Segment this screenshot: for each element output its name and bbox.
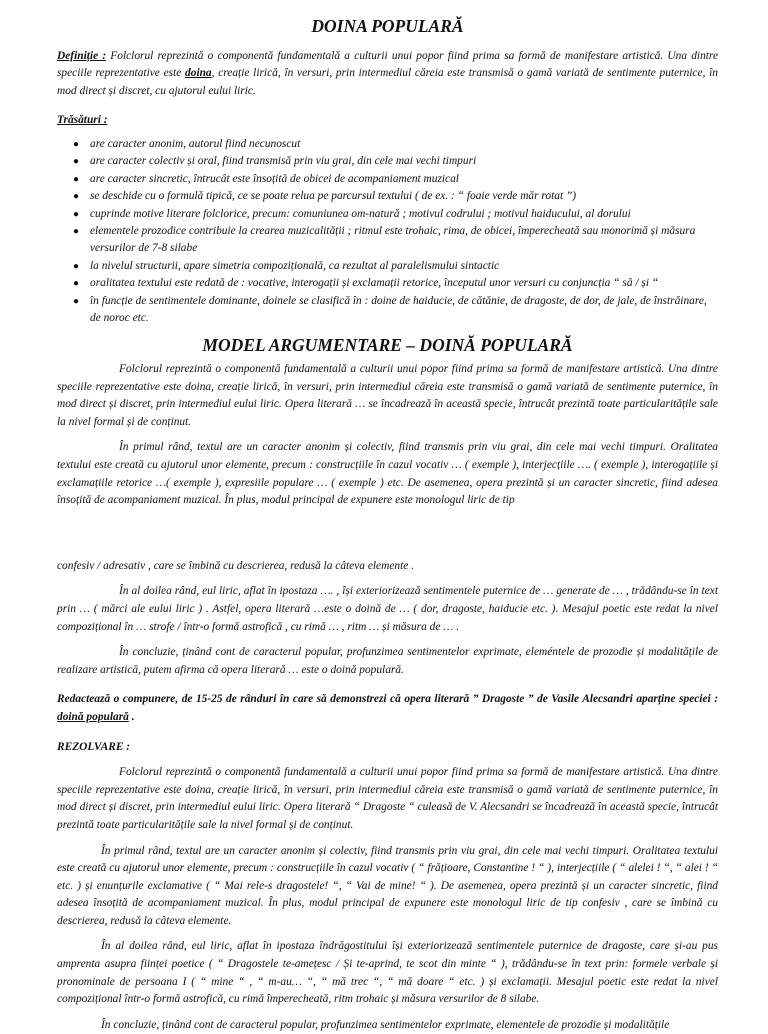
solution-paragraph-4: În concluzie, ținând cont de caracterul popular, profunzimea sentimentelor exprimate, elementele de prozodie și modalitățile (101, 1018, 670, 1031)
traits-label: Trăsături : (57, 114, 108, 127)
page-title: DOINA POPULARĂ (311, 16, 464, 36)
model-paragraph-2-continued: confesiv / adresativ , care se îmbină cu descrierea, redusă la câteva elemente . (57, 559, 415, 572)
solution-paragraph-1: Folclorul reprezintă o componentă fundamentală a culturii unui popor fiind prima sa formă de manifestare artistică. Una dintre speciile reprezentative este doina, creație lirică, în versuri, prin intermediul căreia este transmisă o gamă variată de sentimente puternice, în mod direct și discret, prin intermediul eului liric. Opera literară “ Dragoste “ culeasă de V. Alecsandri se încadrează în această specie, întrucât prezintă toate particularitățile sale la nivel formal și de conținut. (57, 766, 718, 831)
trait-item: ● elementele prozodice contribuie la crearea muzicalității ; ritmul este trohaic, rima, de obicei, împerecheată sau monorimă și măsura versurilor de 7-8 silabe (73, 225, 696, 255)
trait-item: ● se deschide cu o formulă tipică, ce se poate relua pe parcursul textului ( de ex. : “ foaie verde măr rotat ”) (90, 188, 718, 205)
task-statement: Redactează o compunere, de 15-25 de rânduri în care să demonstrezi că opera literară ” Dragoste ” de Vasile Alecsandri aparține speciei : doină populară . (57, 693, 718, 723)
solution-paragraph-3: În al doilea rând, eul liric, aflat în ipostaza îndrăgostitului își exteriorizează sentimentele puternice de dragoste, care și-au pus amprenta asupra ființei poetice ( “ Dragostele te-amețesc / Și te-aprind, te scot din minte “ ), trădându-se în text prin: formele verbale și pronominale de persoana I ( “ mine “ , “ m-au… “, “ mă trec “, “ mă doare “ etc. ) și exclamații. Mesajul poetic este redat la nivel compozițional într-o formă astrofică, cu rimă împerecheată, ritm trohaic și măsura versurilor de 8 silabe. (57, 940, 718, 1006)
bullet-icon: ● (73, 138, 80, 150)
bullet-icon: ● (73, 156, 80, 168)
trait-item: ● are caracter colectiv și oral, fiind transmisă prin viu grai, din cele mai vechi timpuri (90, 153, 718, 170)
traits-list (57, 136, 718, 327)
trait-item: ● la nivelul structurii, apare simetria compozițională, ca rezultat al paralelismului sintactic (90, 258, 718, 275)
model-paragraph-1: Folclorul reprezintă o componentă fundamentală a culturii unui popor fiind prima sa formă de manifestare artistică. Una dintre speciile reprezentative este doina, creație lirică, în versuri, prin intermediul căreia este transmisă o gamă variată de sentimente puternice, în mod direct și discret, prin intermediul eului liric. Opera literară … se încadrează în această specie, întrucât prezintă toate particularitățile sale la nivel formal și de conținut. (57, 363, 718, 428)
solution-label: REZOLVARE : (57, 740, 131, 753)
model-paragraph-2: În primul rând, textul are un caracter anonim și colectiv, fiind transmis prin viu grai, din cele mai vechi timpuri. Oralitatea textului este creată cu ajutorul unor elemente, precum : construcțiile în cazul vocativ … ( exemple ), interjecțiile …. ( exemple ), interogațiile și exclamațiile retorice …( exemple ), expresiile populare … ( exemple ) etc. De asemenea, opera prezintă și un caracter sincretic, fiind adesea însoțită de acompaniament muzical. În plus, modul principal de expunere este monologul liric de tip (57, 441, 718, 507)
definition-keyword: doina (185, 67, 212, 80)
model-paragraph-3: În al doilea rând, eul liric, aflat în ipostaza …. , își exteriorizează sentimentele puternice de … generate de … , trădându-se în text prin … ( mărci ale eului liric ) . Astfel, opera literară …este o doină de … ( dor, dragoste, haiducie etc. ). Mesajul poetic este redat la nivel compozițional în … strofe / într-o formă astrofică , cu rimă … , ritm … și măsura de … . (57, 585, 718, 633)
bullet-icon: ● (73, 278, 80, 290)
bullet-icon: ● (73, 173, 80, 185)
trait-item: ● cuprinde motive literare folclorice, precum: comuniunea om-natură ; motivul codrului ; motivul haiducului, al dorului (90, 206, 718, 223)
section-title: MODEL ARGUMENTARE – DOINĂ POPULARĂ (202, 335, 573, 356)
trait-item: ● are caracter sincretic, întrucât este însoțită de obicei de acompaniament muzical (90, 171, 718, 188)
bullet-icon: ● (73, 295, 80, 307)
bullet-icon: ● (73, 260, 80, 272)
bullet-icon: ● (73, 191, 80, 203)
definition-label: Definiție : (57, 49, 107, 62)
bullet-icon: ● (73, 226, 80, 237)
model-paragraph-4: În concluzie, ținând cont de caracterul popular, profunzimea sentimentelor exprimate, eleméntele de prozodie și modalitățile de realizare artistică, putem afirma că opera literară … este o doină populară. (57, 646, 718, 676)
solution-paragraph-2: În primul rând, textul are un caracter anonim și colectiv, fiind transmis prin viu grai, din cele mai vechi timpuri. Oralitatea textului este creată cu ajutorul unor elemente, precum : construcțiile în cazul vocativ ( “ frățioare, Constantine ! “ ), interjecțiile ( “ alelei ! “, “ alei ! “ etc. ) și enunțurile exclamative ( “ Mai rele-s dragostele! “, “ Vai de mine! “ ). De asemenea, opera prezintă și un caracter sincretic, fiind adesea însoțită de acompaniament muzical. În plus, modul principal de expunere este monologul liric de tip confesiv , care se îmbină cu descrierea, redusă la câteva elemente. (57, 844, 718, 927)
page-gap (57, 510, 718, 558)
definition-paragraph: Definiție : Folclorul reprezintă o componentă fundamentală a culturii unui popor fiind prima sa formă de manifestare artistică. Una dintre speciile reprezentative este doina, creație lirică, în versuri, prin intermediul căreia este transmisă o gamă variată de sentimente puternice, în mod direct și discret, cu ajutorul eului liric. (57, 49, 718, 97)
trait-item: ● are caracter anonim, autorul fiind necunoscut (90, 136, 718, 153)
trait-item: ● oralitatea textului este redată de : vocative, interogații și exclamații retorice, începutul unor versuri cu conjuncția “ să / și “ (90, 275, 718, 292)
bullet-icon: ● (73, 208, 80, 220)
trait-item: ● în funcție de sentimentele dominante, doinele se clasifică în : doine de haiducie, de cătănie, de dragoste, de dor, de jale, de înstrăinare, de noroc etc. (73, 294, 707, 325)
